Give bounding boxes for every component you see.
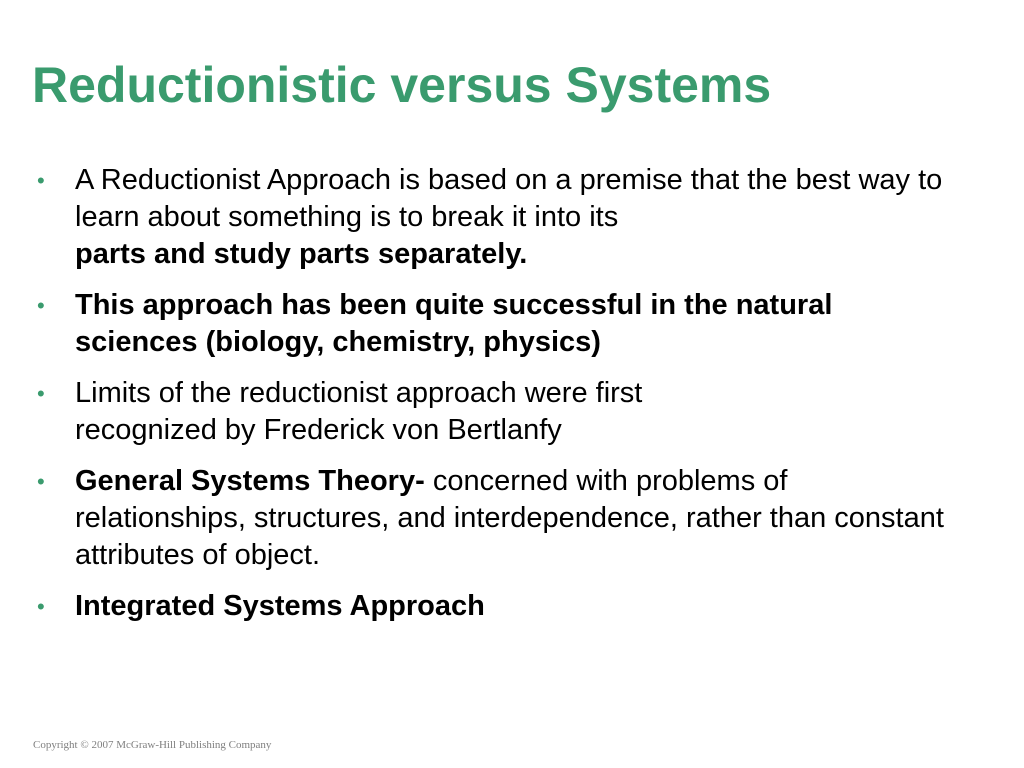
bullet-item-approach-success <box>37 287 957 361</box>
bullet-icon: • <box>37 594 45 619</box>
bullet-icon: • <box>37 293 45 318</box>
copyright-notice: Copyright © 2007 McGraw-Hill Publishing Company <box>33 739 272 751</box>
bullet-item-reductionist-limits <box>37 375 957 449</box>
bullet-text-normal: concerned with problems of relationships, structures, and interdependence, rather than constant attributes of object. <box>75 465 944 571</box>
bullet-text-bold: parts and study parts separately. <box>75 238 528 270</box>
bullet-text-normal: Limits of the reductionist approach were first recognized by Frederick von Bertlanfy <box>75 377 643 446</box>
bullet-item-reductionist-approach <box>37 162 957 273</box>
bullet-text-bold: General Systems Theory- <box>75 465 425 497</box>
bullet-item-general-systems-theory <box>37 463 957 574</box>
bullet-text-bold: Integrated Systems Approach <box>75 590 485 622</box>
bullet-list <box>37 162 957 625</box>
bullet-text <box>75 463 957 574</box>
bullet-text-normal: A Reductionist Approach is based on a premise that the best way to learn about something is to break it into its <box>75 164 943 233</box>
bullet-icon: • <box>37 381 45 406</box>
bullet-icon: • <box>37 168 45 193</box>
bullet-icon: • <box>37 469 45 494</box>
bullet-text-bold: This approach has been quite successful in the natural sciences (biology, chemistry, physics) <box>75 289 833 358</box>
slide-title: Reductionistic versus Systems <box>32 57 772 113</box>
bullet-text <box>75 162 957 273</box>
bullet-item-integrated-systems <box>37 588 957 625</box>
